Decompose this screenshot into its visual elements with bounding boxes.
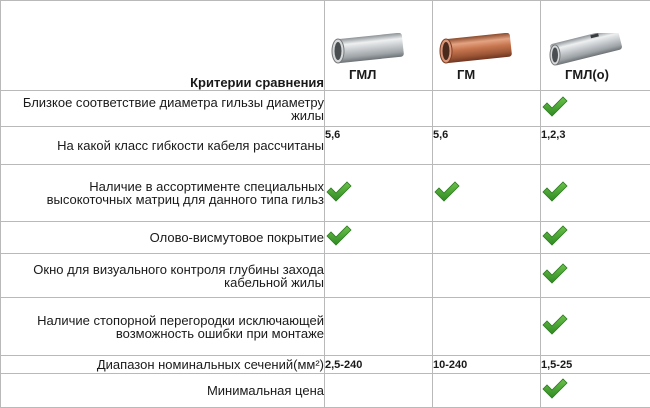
criterion-cell: Минимальная цена — [1, 374, 325, 408]
value-cell — [433, 127, 541, 165]
value-cell — [541, 356, 650, 374]
value-cell — [325, 374, 433, 408]
table-row — [1, 356, 650, 374]
criterion-cell: Наличие в ассортименте специальных высокоточных матриц для данного типа гильз — [1, 165, 325, 222]
value-cell — [541, 298, 650, 356]
check-icon — [541, 378, 569, 403]
value-cell — [541, 222, 650, 254]
criterion-cell: Олово-висмутовое покрытие — [1, 222, 325, 254]
value-text: 1,5-25 — [541, 358, 573, 371]
product-header-gml — [325, 1, 433, 91]
value-cell — [433, 222, 541, 254]
value-cell — [325, 356, 433, 374]
value-cell — [433, 91, 541, 127]
criterion-cell: Диапазон номинальных сечений(мм²) — [1, 356, 325, 374]
value-cell — [325, 222, 433, 254]
value-cell — [325, 254, 433, 298]
product-header-gm — [433, 1, 541, 91]
value-cell — [541, 91, 650, 127]
value-cell — [433, 165, 541, 222]
check-icon — [433, 181, 461, 206]
value-cell — [325, 298, 433, 356]
criterion-cell: Наличие стопорной перегородки исключающей возможность ошибки при монтаже — [1, 298, 325, 356]
value-cell — [541, 165, 650, 222]
value-text: 5,6 — [325, 129, 341, 141]
check-icon — [541, 314, 569, 339]
check-icon — [325, 225, 353, 250]
value-cell — [325, 127, 433, 165]
criteria-header: Критерии сравнения — [1, 1, 325, 91]
criterion-cell: Близкое соответствие диаметра гильзы диаметру жилы — [1, 91, 325, 127]
check-icon — [541, 225, 569, 250]
check-icon — [541, 96, 569, 121]
value-text: 10-240 — [433, 358, 468, 371]
check-icon — [325, 181, 353, 206]
table-row — [1, 298, 650, 356]
value-cell — [433, 298, 541, 356]
table-row — [1, 91, 650, 127]
copper-sleeve-icon — [439, 33, 517, 65]
product-header-gml-o — [541, 1, 650, 91]
value-cell — [433, 374, 541, 408]
value-cell — [541, 127, 650, 165]
header-row — [1, 1, 650, 91]
table-row — [1, 127, 650, 165]
product-label-gml: ГМЛ — [349, 67, 377, 82]
value-cell — [325, 165, 433, 222]
value-text: 2,5-240 — [325, 358, 363, 371]
table-row — [1, 222, 650, 254]
product-label-gml-o: ГМЛ(о) — [565, 67, 609, 82]
criterion-cell: На какой класс гибкости кабеля рассчитаны — [1, 127, 325, 165]
value-cell — [541, 254, 650, 298]
windowed-sleeve-icon — [547, 33, 627, 67]
value-text: 1,2,3 — [541, 129, 566, 141]
check-icon — [541, 263, 569, 288]
table-row — [1, 374, 650, 408]
criterion-cell: Окно для визуального контроля глубины захода кабельной жилы — [1, 254, 325, 298]
aluminum-sleeve-icon — [331, 33, 409, 65]
table-row — [1, 254, 650, 298]
value-text: 5,6 — [433, 129, 449, 141]
product-label-gm: ГМ — [457, 67, 476, 82]
value-cell — [541, 374, 650, 408]
value-cell — [433, 356, 541, 374]
table-row — [1, 165, 650, 222]
check-icon — [541, 181, 569, 206]
value-cell — [433, 254, 541, 298]
value-cell — [325, 91, 433, 127]
